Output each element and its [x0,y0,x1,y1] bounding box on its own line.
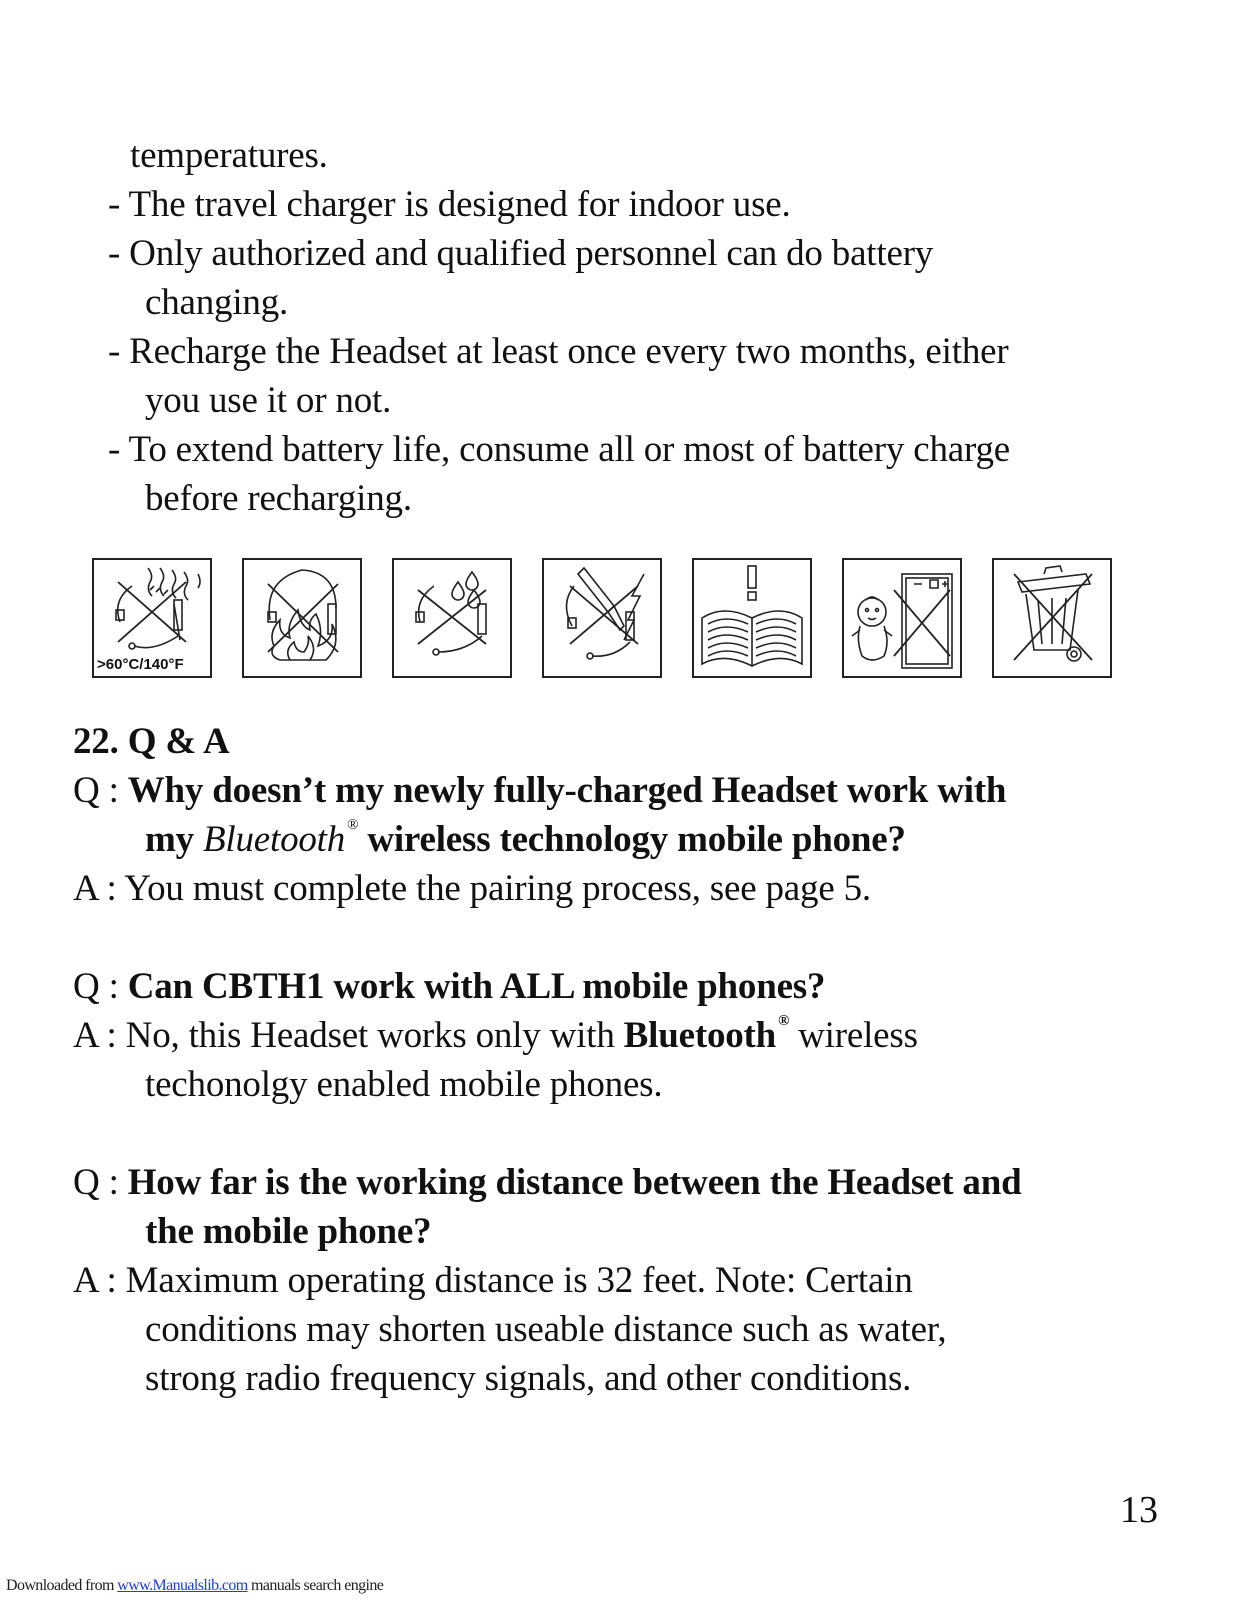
question-2-text: Can CBTH1 work with ALL mobile phones? [127,966,826,1007]
footer-prefix: Downloaded from [6,1577,118,1594]
answer-2-line-1 [73,1014,918,1058]
question-2 [73,965,825,1009]
read-manual-icon [692,558,812,678]
high-temperature-warning-icon [92,558,212,678]
no-water-icon [392,558,512,678]
answer-1-text: You must complete the pairing process, see page 5. [124,868,871,909]
keep-away-from-children-icon [842,558,962,678]
question-1-line-1 [73,769,1006,813]
question-3-line-1 [73,1161,1021,1205]
question-2-prefix: Q : [73,966,128,1007]
manualslib-link[interactable]: www.Manualslib.com [117,1577,248,1594]
precaution-line-7: - To extend battery life, consume all or most of battery charge [108,429,1010,470]
precaution-line-4: changing. [145,282,289,323]
question-1-prefix: Q : [73,770,128,811]
question-3-text: How far is the working distance between the Headset and [127,1162,1022,1203]
answer-2-text-2: wireless [789,1015,918,1056]
footer-suffix: manuals search engine [247,1577,384,1594]
registered-mark-2: ® [778,1013,790,1029]
question-3-prefix: Q : [73,1162,128,1203]
answer-2-bluetooth: Bluetooth [623,1015,777,1056]
answer-3-line-3: strong radio frequency signals, and other conditions. [145,1358,912,1399]
page-number: 13 [1120,1489,1158,1531]
answer-3-text: Maximum operating distance is 32 feet. Note: Certain [125,1260,913,1301]
precaution-line-3: - Only authorized and qualified personnel can do battery [108,233,934,274]
no-trash-disposal-icon [992,558,1112,678]
answer-2-line-2: techonolgy enabled mobile phones. [145,1064,663,1105]
question-1-text: Why doesn’t my newly fully-charged Headset work with [127,770,1007,811]
precaution-line-1: temperatures. [130,135,328,176]
precaution-line-5: - Recharge the Headset at least once every two months, either [108,331,1009,372]
registered-mark: ® [347,817,359,833]
precaution-line-6: you use it or not. [145,380,392,421]
question-1-bluetooth: Bluetooth [202,819,346,860]
answer-3-line-2: conditions may shorten useable distance such as water, [145,1309,947,1350]
section-title: 22. Q & A [73,721,230,762]
question-1-line-2 [145,818,906,862]
answer-2-prefix: A : [73,1015,126,1056]
temperature-label: >60°C/140°F [97,656,184,673]
question-1-rest: wireless technology mobile phone? [358,819,906,860]
precaution-line-2: - The travel charger is designed for indoor use. [108,184,791,225]
answer-3-prefix: A : [73,1260,126,1301]
answer-2-text-1: No, this Headset works only with [125,1015,624,1056]
answer-3-line-1 [73,1259,913,1303]
footer [6,1576,383,1596]
no-disassembly-icon [542,558,662,678]
precaution-line-8: before recharging. [145,478,412,519]
answer-1-prefix: A : [73,868,125,909]
question-1-my: my [145,819,203,860]
no-fire-icon [242,558,362,678]
question-3-line-2: the mobile phone? [145,1211,432,1252]
answer-1 [73,867,871,911]
